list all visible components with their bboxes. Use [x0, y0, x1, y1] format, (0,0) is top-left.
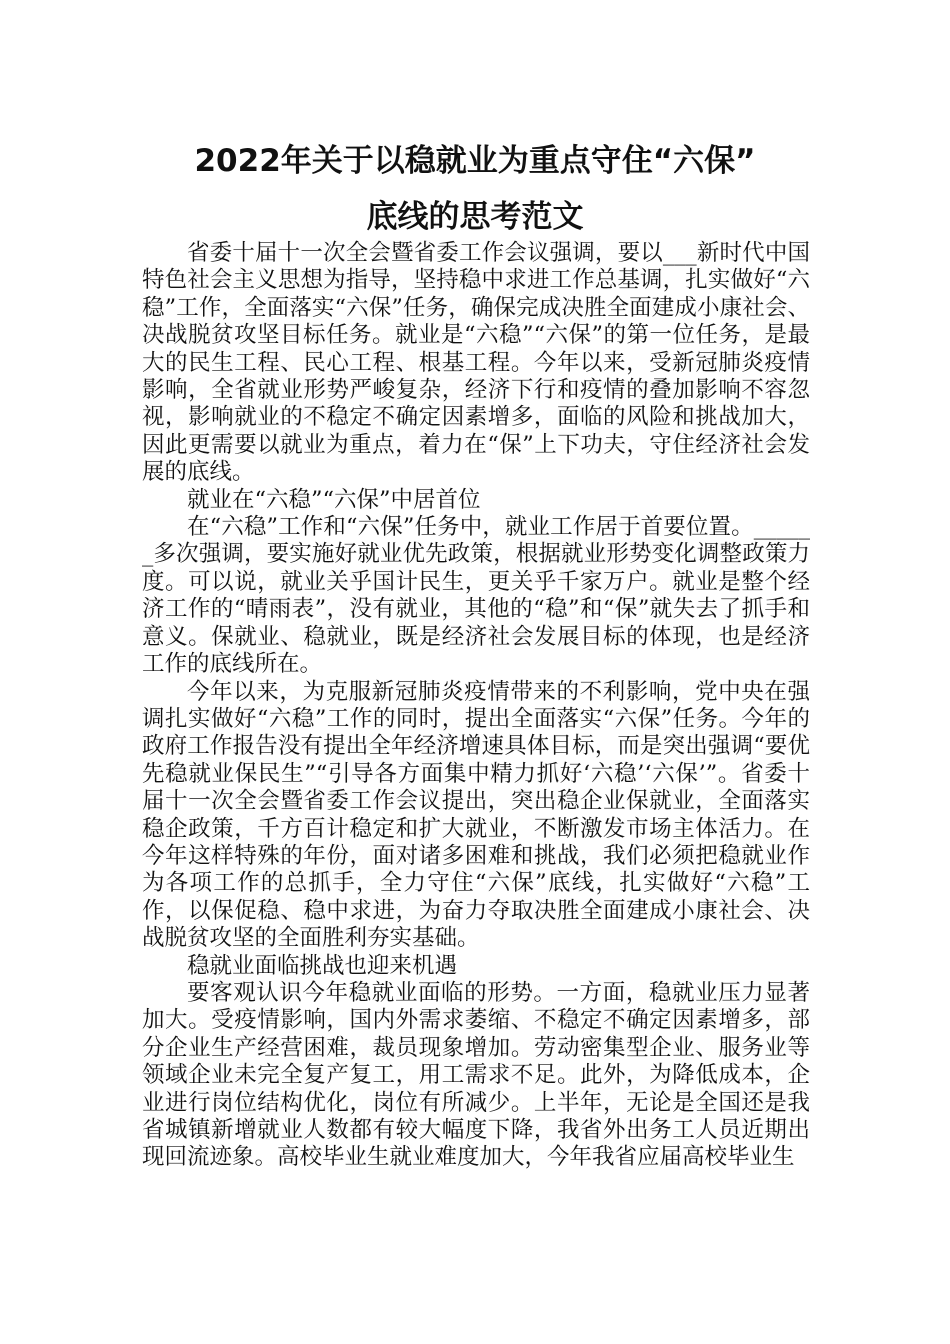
- document-body: [142, 240, 810, 1172]
- section-heading-challenges: 稳就业面临挑战也迎来机遇: [187, 952, 458, 979]
- document-title-line-1: 2022年关于以稳就业为重点守住“六保”: [194, 143, 756, 179]
- section-heading-jobs-first: 就业在“六稳”“六保”中居首位: [187, 486, 481, 513]
- paragraph-situation: 要客观认识今年稳就业面临的形势。一方面，稳就业压力显著加大。受疫情影响，国内外需求萎缩、不稳定不确定因素增多，部分企业生产经营困难，裁员现象增加。劳动密集型企业、服务业等领域企业未完全复产复工，用工需求不足。此外，为降低成本，企业进行岗位结构优化，岗位有所减少。上半年，无论是全国还是我省城镇新增就业人数都有较大幅度下降，我省外出务工人员近期出现回流迹象。高校毕业生就业难度加大，今年我省应届高校毕业生: [142, 979, 810, 1171]
- document-title-line-2: 底线的思考范文: [366, 199, 584, 235]
- paragraph-this-year: 今年以来，为克服新冠肺炎疫情带来的不利影响，党中央在强调扎实做好“六稳”工作的同时，提出全面落实“六保”任务。今年的政府工作报告没有提出全年经济增速具体目标，而是突出强调“要优先稳就业保民生”“引导各方面集中精力抓好‘六稳’‘六保’”。省委十届十一次全会暨省委工作会议提出，突出稳企业保就业，全面落实稳企政策，千方百计稳定和扩大就业，不断激发市场主体活力。在今年这样特殊的年份，面对诸多困难和挑战，我们必须把稳就业作为各项工作的总抓手，全力守住“六保”底线，扎实做好“六稳”工作，以保促稳、稳中求进，为奋力夺取决胜全面建成小康社会、决战脱贫攻坚的全面胜利夯实基础。: [142, 678, 810, 952]
- paragraph-intro: 省委十届十一次全会暨省委工作会议强调，要以___新时代中国特色社会主义思想为指导，坚持稳中求进工作总基调，扎实做好“六稳”工作，全面落实“六保”任务，确保完成决胜全面建成小康社会、决战脱贫攻坚目标任务。就业是“六稳”“六保”的第一位任务，是最大的民生工程、民心工程、根基工程。今年以来，受新冠肺炎疫情影响，全省就业形势严峻复杂，经济下行和疫情的叠加影响不容忽视，影响就业的不稳定不确定因素增多，面临的风险和挑战加大，因此更需要以就业为重点，着力在“保”上下功夫，守住经济社会发展的底线。: [142, 240, 810, 486]
- paragraph-jobs-priority: 在“六稳”工作和“六保”任务中，就业工作居于首要位置。______多次强调，要实施好就业优先政策，根据就业形势变化调整政策力度。可以说，就业关乎国计民生，更关乎千家万户。就业是整个经济工作的“晴雨表”，没有就业，其他的“稳”和“保”就失去了抓手和意义。保就业、稳就业，既是经济社会发展目标的体现，也是经济工作的底线所在。: [142, 514, 810, 678]
